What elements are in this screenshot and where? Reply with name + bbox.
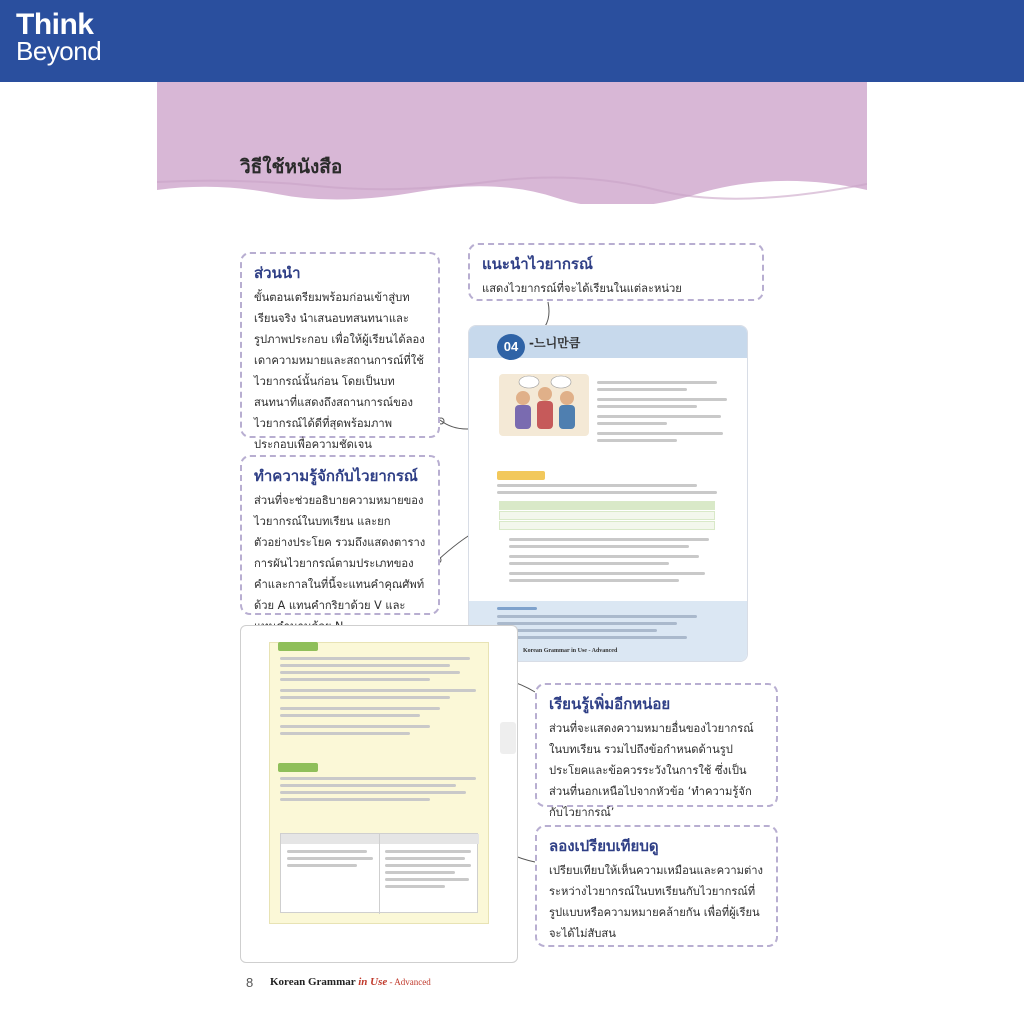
page-number: 8	[246, 975, 254, 990]
callout-grammar-intro	[468, 243, 764, 301]
lesson-illustration	[499, 374, 589, 436]
page-tab-marker	[500, 722, 516, 754]
book-title-inuse: in Use	[358, 976, 388, 988]
callout-learn-more	[535, 683, 778, 819]
callout-intro-title: ส่วนนำ	[254, 264, 301, 282]
lesson-number: 04	[497, 334, 525, 360]
callout-compare-title: ลองเปรียบเทียบดู	[549, 837, 659, 855]
callout-learn-more-body: ส่วนที่จะแสดงความหมายอื่นของไวยากรณ์ในบทเรียน รวมไปถึงข้อกำหนดด้านรูปประโยคและข้อควรระวังในการใช้ ซึ่งเป็นส่วนที่นอกเหนือไปจากหัวข้อ ‘ทำความรู้จักกับไวยากรณ์’	[549, 722, 754, 819]
callout-intro	[240, 252, 440, 451]
callout-intro-body: ขั้นตอนเตรียมพร้อมก่อนเข้าสู่บทเรียนจริง นำเสนอบทสนทนาและรูปภาพประกอบ เพื่อให้ผู้เรียนได้ลองเดาความหมายและสถานการณ์ที่ใช้ไวยากรณ์นั้นก่อน โดยเป็นบทสนทนาที่แสดงถึงสถานการณ์ของไวยากรณ์ได้ดีที่สุดพร้อมภาพประกอบเพื่อความชัดเจน	[254, 291, 425, 451]
book-title-suffix: - Advanced	[387, 977, 431, 987]
people-illustration-icon	[499, 374, 589, 436]
callout-learn-more-title: เรียนรู้เพิ่มอีกหน่อย	[549, 695, 671, 713]
page-title: วิธีใช้หนังสือ	[240, 156, 343, 178]
callout-grammar-intro-title: แนะนำไวยากรณ์	[482, 255, 593, 273]
lesson-title: -느니만큼	[529, 336, 581, 350]
callout-understand	[240, 455, 440, 615]
conjugation-table	[499, 501, 715, 531]
book-title-prefix: Korean Grammar	[270, 976, 359, 988]
callout-grammar-intro-body: แสดงไวยากรณ์ที่จะได้เรียนในแต่ละหน่วย	[482, 282, 682, 295]
callout-understand-body: ส่วนที่จะช่วยอธิบายความหมายของไวยากรณ์ในบทเรียน และยกตัวอย่างประโยค รวมถึงแสดงตารางการผันไวยากรณ์ตามประเภทของคำและกาลในที่นี้จะแทนคำคุณศัพท์ด้วย A แทนคำกริยาด้วย V และ	[254, 494, 426, 612]
brand-line2: Beyond	[16, 36, 102, 66]
book-title	[270, 976, 431, 988]
sample-lesson-page	[468, 325, 748, 662]
more-section	[269, 642, 489, 924]
sample-more-page	[240, 625, 518, 963]
callout-compare	[535, 825, 778, 947]
section-tag	[497, 471, 545, 480]
comparison-table	[280, 833, 478, 913]
callout-understand-title: ทำความรู้จักกับไวยากรณ์	[254, 467, 418, 485]
brand-line1: Think	[16, 8, 94, 41]
sample-foot-brand: Korean Grammar in Use - Advanced	[523, 648, 618, 654]
callout-compare-body: เปรียบเทียบให้เห็นความเหมือนและความต่างระหว่างไวยากรณ์ในบทเรียนกับไวยากรณ์ที่รูปแบบหรือความหมายคล้ายกัน เพื่อที่ผู้เรียนจะได้ไม่สับสน	[549, 864, 763, 940]
